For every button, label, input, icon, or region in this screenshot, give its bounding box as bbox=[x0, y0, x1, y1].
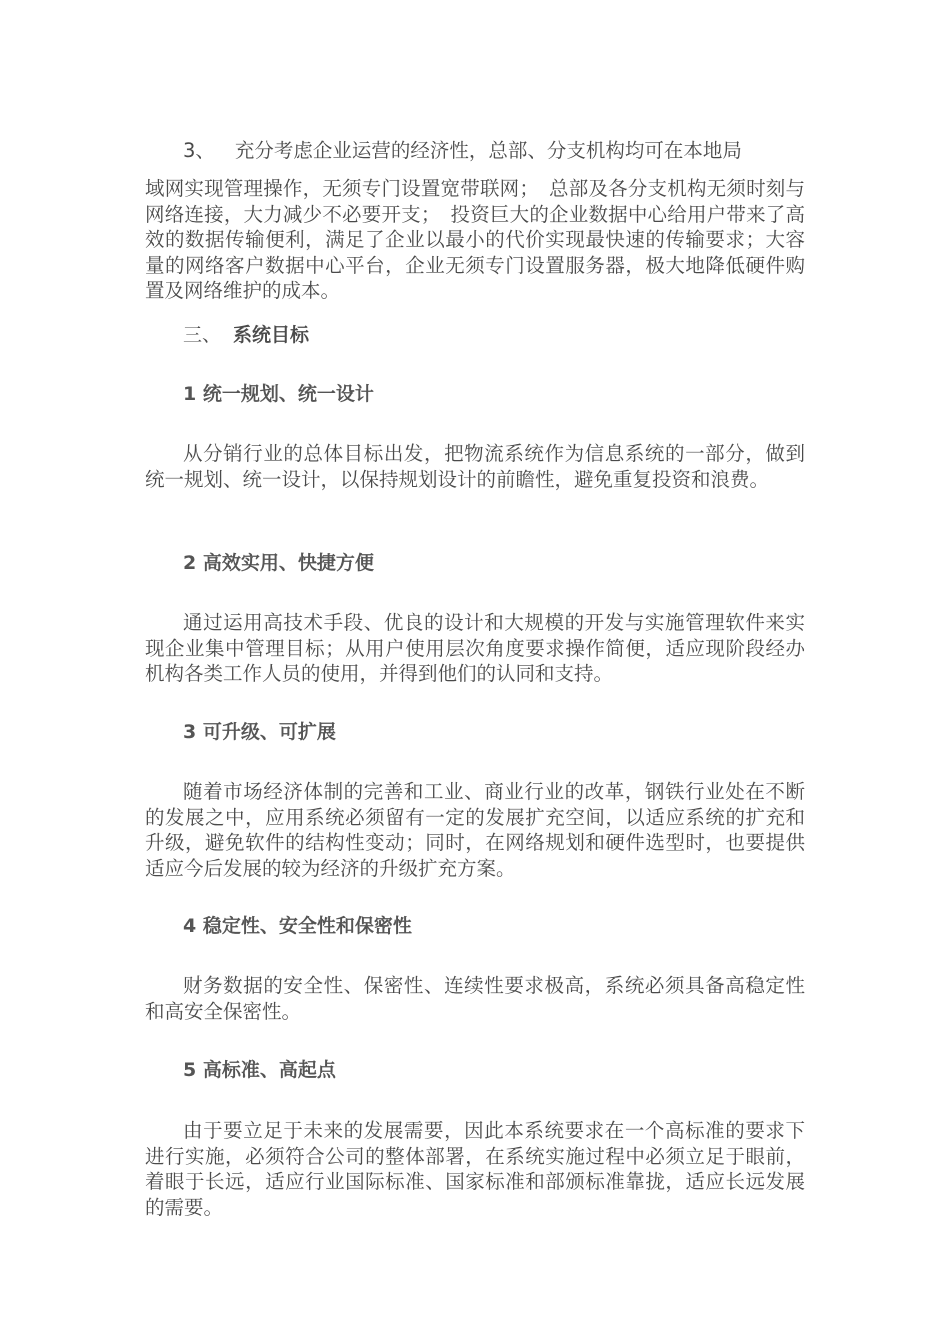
chapter-title: 系统目标 bbox=[233, 324, 310, 346]
chapter-heading bbox=[183, 323, 309, 347]
goal-1-body: 从分销行业的总体目标出发，把物流系统作为信息系统的一部分，做到统一规划、统一设计，以保持规划设计的前瞻性，避免重复投资和浪费。 bbox=[145, 442, 805, 491]
goal-3-body: 随着市场经济体制的完善和工业、商业行业的改革，钢铁行业处在不断的发展之中，应用系统必须留有一定的发展扩充空间，以适应系统的扩充和升级，避免软件的结构性变动；同时，在网络规划和硬件选型时，也要提供适应今后发展的较为经济的升级扩充方案。 bbox=[145, 780, 805, 880]
goal-4-body: 财务数据的安全性、保密性、连续性要求极高，系统必须具备高稳定性和高安全保密性。 bbox=[145, 974, 805, 1023]
goal-5-body: 由于要立足于未来的发展需要，因此本系统要求在一个高标准的要求下进行实施，必须符合公司的整体部署，在系统实施过程中必须立足于眼前，着眼于长远，适应行业国际标准、国家标准和部颁标准靠拢，适应长远发展的需要。 bbox=[145, 1119, 805, 1219]
goal-5-heading: 5 高标准、高起点 bbox=[183, 1059, 336, 1081]
section-3-number: 3、 bbox=[183, 139, 215, 162]
goal-2-heading: 2 高效实用、快捷方便 bbox=[183, 552, 374, 574]
section-3-first-text: 充分考虑企业运营的经济性，总部、分支机构均可在本地局 bbox=[234, 139, 742, 162]
goal-4-heading: 4 稳定性、安全性和保密性 bbox=[183, 915, 412, 937]
chapter-number: 三、 bbox=[183, 324, 222, 346]
goal-2-body: 通过运用高技术手段、优良的设计和大规模的开发与实施管理软件来实现企业集中管理目标；从用户使用层次角度要求操作简便，适应现阶段经办机构各类工作人员的使用，并得到他们的认同和支持。 bbox=[145, 611, 805, 685]
goal-1-heading: 1 统一规划、统一设计 bbox=[183, 383, 374, 405]
goal-3-heading: 3 可升级、可扩展 bbox=[183, 721, 336, 743]
section-3-body: 域网实现管理操作，无须专门设置宽带联网； 总部及各分支机构无须时刻与网络连接，大力减少不必要开支； 投资巨大的企业数据中心给用户带来了高效的数据传输便利，满足了企业以最小的代价实现最快速的传输要求；大容量的网络客户数据中心平台，企业无须专门设置服务器，极大地降低硬件购置及网络维护的成本。 bbox=[145, 177, 805, 302]
section-3-first-line bbox=[183, 138, 742, 163]
